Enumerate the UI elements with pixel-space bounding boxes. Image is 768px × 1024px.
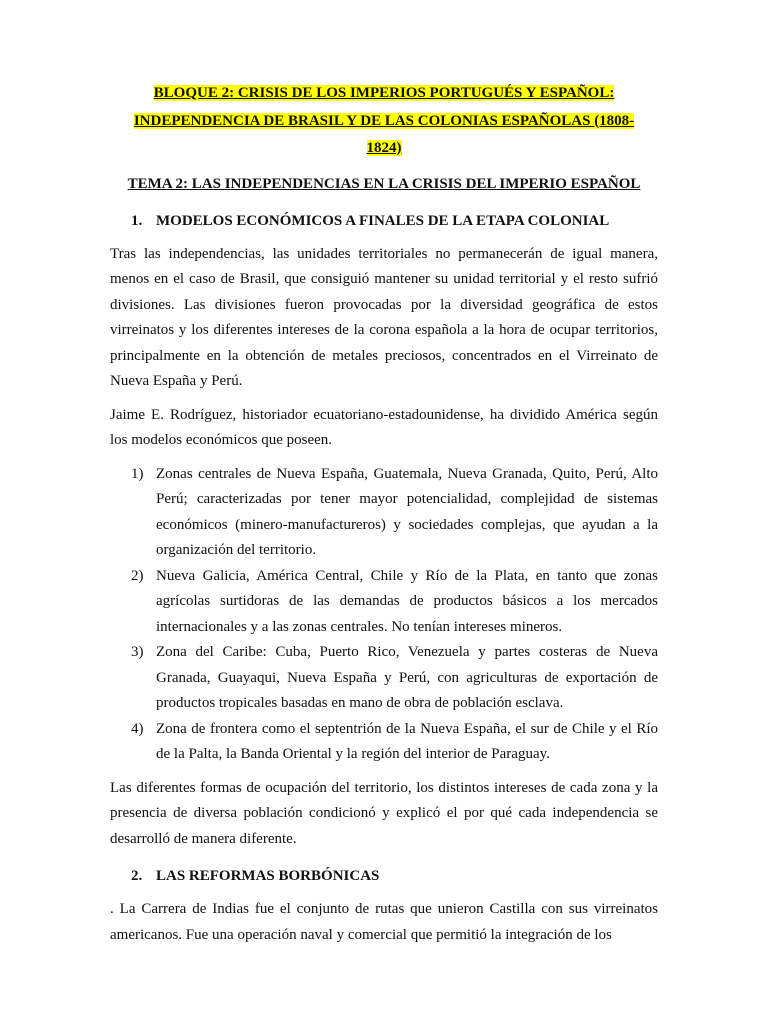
- list-marker: 4): [131, 720, 144, 737]
- bloque-title-line2: INDEPENDENCIA DE BRASIL Y DE LAS COLONIAS ESPAÑOLAS (1808-: [133, 112, 635, 129]
- list-item: [110, 640, 658, 717]
- bloque-title: [110, 80, 658, 163]
- paragraph: Jaime E. Rodríguez, historiador ecuatoriano-estadounidense, ha dividido América según los modelos económicos que poseen.: [110, 406, 658, 448]
- section-number: 1.: [131, 212, 143, 229]
- section-heading-2: [110, 864, 658, 889]
- list-item-text: Nueva Galicia, América Central, Chile y Río de la Plata, en tanto que zonas agrícolas surtidoras de las demandas de productos básicos a los mercados internacionales y a las zonas centrales. No tenían intereses mineros.: [156, 567, 658, 635]
- section-title: MODELOS ECONÓMICOS A FINALES DE LA ETAPA COLONIAL: [156, 212, 610, 229]
- list-marker: 3): [131, 644, 144, 660]
- section-title: LAS REFORMAS BORBÓNICAS: [156, 868, 380, 884]
- bloque-title-line1: BLOQUE 2: CRISIS DE LOS IMPERIOS PORTUGUÉS Y ESPAÑOL:: [153, 85, 615, 101]
- tema-title: TEMA 2: LAS INDEPENDENCIAS EN LA CRISIS DEL IMPERIO ESPAÑOL: [127, 175, 641, 192]
- list-item: [110, 462, 658, 564]
- paragraph: Tras las independencias, las unidades territoriales no permanecerán de igual manera, menos en el caso de Brasil, que consiguió mantener su unidad territorial y el resto sufrió divisiones. Las divisiones fueron provocadas por la diversidad geográfica de estos virreinatos y los diferentes intereses de la corona española a la hora de ocupar territorios, principalmente en la obtención de metales preciosos, concentrados en el Virreinato de Nueva España y Perú.: [110, 245, 658, 389]
- list-item-text: Zonas centrales de Nueva España, Guatemala, Nueva Granada, Quito, Perú, Alto Perú; caracterizadas por tener mayor potencialidad, complejidad de sistemas económicos (minero-manufactureros) y sociedades complejas, que ayudan a la organización del territorio.: [156, 465, 658, 558]
- list-item-text: Zona del Caribe: Cuba, Puerto Rico, Venezuela y partes costeras de Nueva Granada, Guayaqui, Nueva España y Perú, con agriculturas de exportación de productos tropicales basadas en mano de obra de población esclava.: [156, 644, 658, 711]
- paragraph: Las diferentes formas de ocupación del territorio, los distintos intereses de cada zona y la presencia de diversa población condicionó y explicó el por qué cada independencia se desarrolló de manera diferente.: [110, 779, 658, 847]
- list-marker: 2): [131, 567, 144, 584]
- economic-models-list: [110, 462, 658, 768]
- list-item-text: Zona de frontera como el septentrión de la Nueva España, el sur de Chile y el Río de la Palta, la Banda Oriental y la región del interior de Paraguay.: [156, 720, 658, 762]
- document-page: [110, 80, 658, 948]
- bloque-title-line3: 1824): [366, 140, 402, 156]
- list-item: [110, 717, 658, 768]
- list-marker: 1): [131, 465, 144, 482]
- section-heading-1: [110, 209, 658, 234]
- paragraph: . La Carrera de Indias fue el conjunto de rutas que unieron Castilla con sus virreinatos americanos. Fue una operación naval y comercial que permitió la integración de los: [110, 901, 658, 943]
- section-number: 2.: [131, 868, 143, 884]
- list-item: [110, 564, 658, 641]
